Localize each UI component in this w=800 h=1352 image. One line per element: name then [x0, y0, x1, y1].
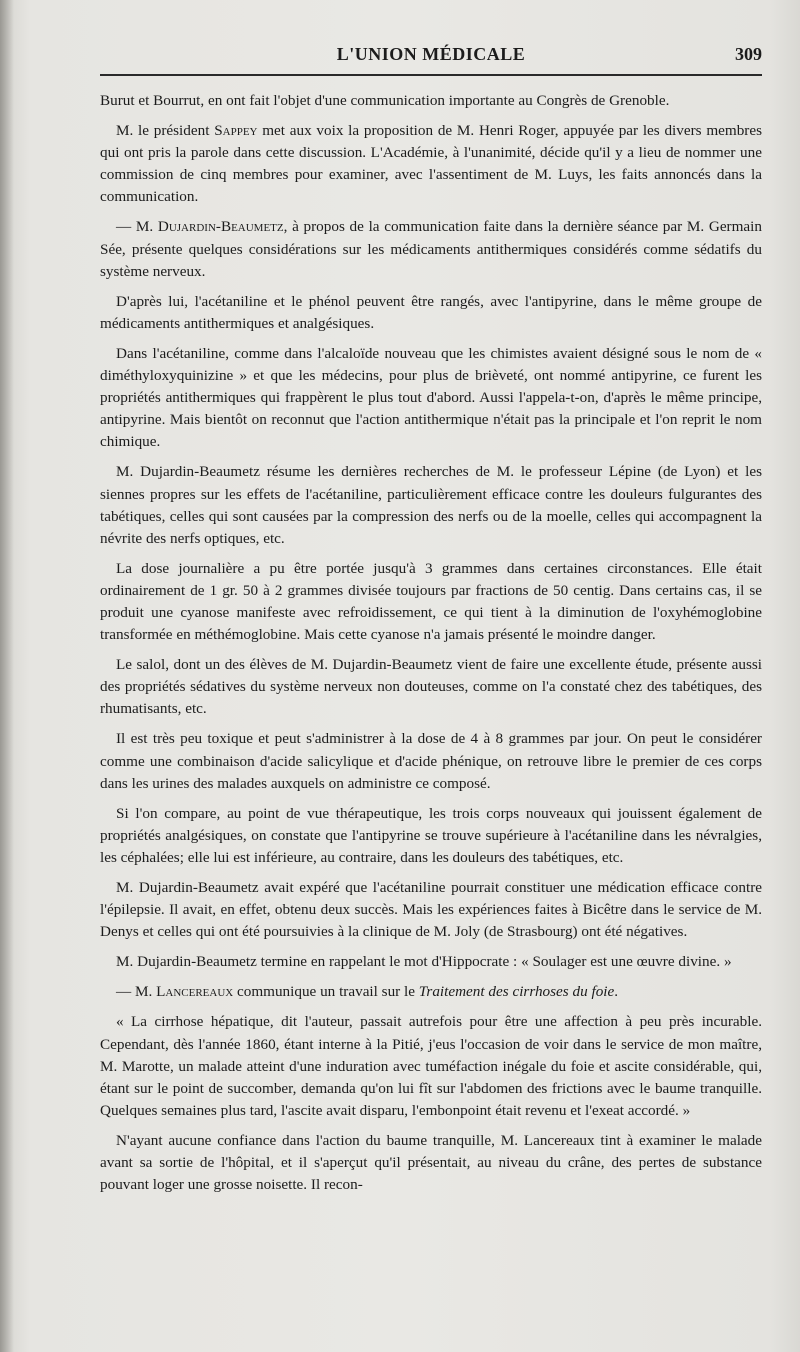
- text-run: met aux voix la proposition de M. Henri Roger, appuyée par les divers membres qui ont pris la parole dans cette discussion. L'Académie, à l'unanimité, décide qu'il y a lieu de nommer une commission de cinq membres pour examiner, avec l'assentiment de M. Luys, les faits annoncés dans la communication.: [100, 122, 762, 206]
- paragraph: [100, 343, 762, 453]
- text-run: — M.: [116, 218, 158, 236]
- paragraph: [100, 291, 762, 335]
- text-run: Si l'on compare, au point de vue thérapeutique, les trois corps nouveaux qui jouissent également de propriétés analgésiques, on constate que l'antipyrine se trouve supérieure à l'acétaniline dans les névralgies, les céphalées; elle lui est inférieure, au contraire, dans les douleurs des tabétiques, etc.: [100, 804, 762, 866]
- text-run: M. le président: [116, 122, 215, 140]
- speaker-name: Dujardin-Beaumetz: [157, 218, 284, 236]
- paragraph: [100, 461, 762, 549]
- page-number: 309: [735, 44, 762, 64]
- article-body: [100, 90, 762, 1204]
- paragraph: [100, 981, 762, 1003]
- text-run: M. Dujardin-Beaumetz termine en rappelant le mot d'Hippocrate : « Soulager est une œuvre divine. »: [116, 953, 732, 971]
- speaker-name: Lancereaux: [156, 983, 234, 1001]
- text-run: — M.: [116, 983, 157, 1001]
- page-header: [100, 40, 762, 76]
- paragraph: [100, 120, 762, 208]
- paragraph: [100, 1130, 762, 1196]
- text-run: , à propos de la communication faite dans la dernière séance par M. Germain Sée, présente quelques considérations sur les médicaments antithermiques considérés comme sédatifs du système nerveux.: [100, 218, 762, 280]
- paragraph: [100, 558, 762, 646]
- paragraph: [100, 951, 762, 973]
- text-run: .: [614, 983, 619, 1001]
- text-run: Burut et Bourrut, en ont fait l'objet d'une communication importante au Congrès de Grenoble.: [100, 92, 670, 109]
- paragraph: [100, 1011, 762, 1121]
- binding-shadow: [0, 0, 14, 1352]
- text-run: communique un travail sur le: [233, 983, 419, 1001]
- text-run: M. Dujardin-Beaumetz résume les dernières recherches de M. le professeur Lépine (de Lyon) et les siennes propres sur les effets de l'acétaniline, particulièrement efficace contre les douleurs fulgurantes des tabétiques, celles qui sont causées par la compression des nerfs ou de la moelle, celles qui accompagnent la névrite des nerfs optiques, etc.: [100, 463, 762, 547]
- text-run: D'après lui, l'acétaniline et le phénol peuvent être rangés, avec l'antipyrine, dans le même groupe de médicaments antithermiques et analgésiques.: [100, 292, 762, 332]
- paragraph: [100, 90, 762, 112]
- text-run: Il est très peu toxique et peut s'administrer à la dose de 4 à 8 grammes par jour. On peut le considérer comme une combinaison d'acide salicylique et d'acide phénique, on retrouve libre le premier de ces corps dans les urines des malades auxquels on administre ce composé.: [100, 730, 762, 792]
- italic-title: Traitement des cirrhoses du foie: [418, 983, 615, 1001]
- paragraph: [100, 654, 762, 720]
- paragraph: [100, 877, 762, 943]
- paragraph: [100, 728, 762, 794]
- text-run: N'ayant aucune confiance dans l'action du baume tranquille, M. Lancereaux tint à examiner le malade avant sa sortie de l'hôpital, et il s'aperçut qu'il présentait, au niveau du crâne, des pertes de substance pouvant loger une grosse noisette. Il recon-: [100, 1131, 762, 1194]
- text-run: Le salol, dont un des élèves de M. Dujardin-Beaumetz vient de faire une excellente étude, présente aussi des propriétés sédatives du système nerveux non douteuses, comme on l'a constaté chez des tabétiques, des rhumatisants, etc.: [100, 656, 762, 718]
- running-title: L'UNION MÉDICALE: [336, 44, 526, 64]
- paragraph: [100, 216, 762, 282]
- text-run: M. Dujardin-Beaumetz avait expéré que l'acétaniline pourrait constituer une médication efficace contre l'épilepsie. Il avait, en effet, obtenu deux succès. Mais les expériences faites à Bicêtre dans le service de M. Denys et celles qui ont été poursuivies à la clinique de M. Joly (de Strasbourg) ont été négatives.: [100, 879, 762, 941]
- paragraph: [100, 803, 762, 869]
- text-run: Dans l'acétaniline, comme dans l'alcaloïde nouveau que les chimistes avaient désigné sous le nom de « diméthyloxyquinizine » et que les médecins, pour plus de brièveté, ont nommé antipyrine, ce furent les propriétés antithermiques qui frappèrent le plus tout d'abord. Aussi l'appela-t-on, d'après le même principe, antipyrine. Mais bientôt on reconnut que l'action antithermique n'était pas la principale et l'on reprit le nom chimique.: [100, 344, 762, 451]
- speaker-name: Sappey: [214, 122, 258, 140]
- text-run: La dose journalière a pu être portée jusqu'à 3 grammes dans certaines circonstances. Elle était ordinairement de 1 gr. 50 à 2 grammes divisée toujours par fractions de 50 centig. Dans certains cas, il se produit une cyanose manifeste avec refroidissement, ce qui tient à la diminution de l'oxyhémoglobine transformée en méthémoglobine. Mais cette cyanose n'a jamais présenté le moindre danger.: [100, 559, 762, 644]
- text-run: « La cirrhose hépatique, dit l'auteur, passait autrefois pour être une affection à peu près incurable. Cependant, dès l'année 1860, étant interne à la Pitié, j'eus l'occasion de voir dans le service de mon maître, M. Marotte, un malade atteint d'une induration avec tuméfaction inégale du foie et ascite considérable, qui, étant sur le point de succomber, demanda qu'on lui fît sur l'abdomen des frictions avec le baume tranquille. Quelques semaines plus tard, l'ascite avait disparu, l'embonpoint était revenu et l'exeat accordé. »: [100, 1013, 762, 1119]
